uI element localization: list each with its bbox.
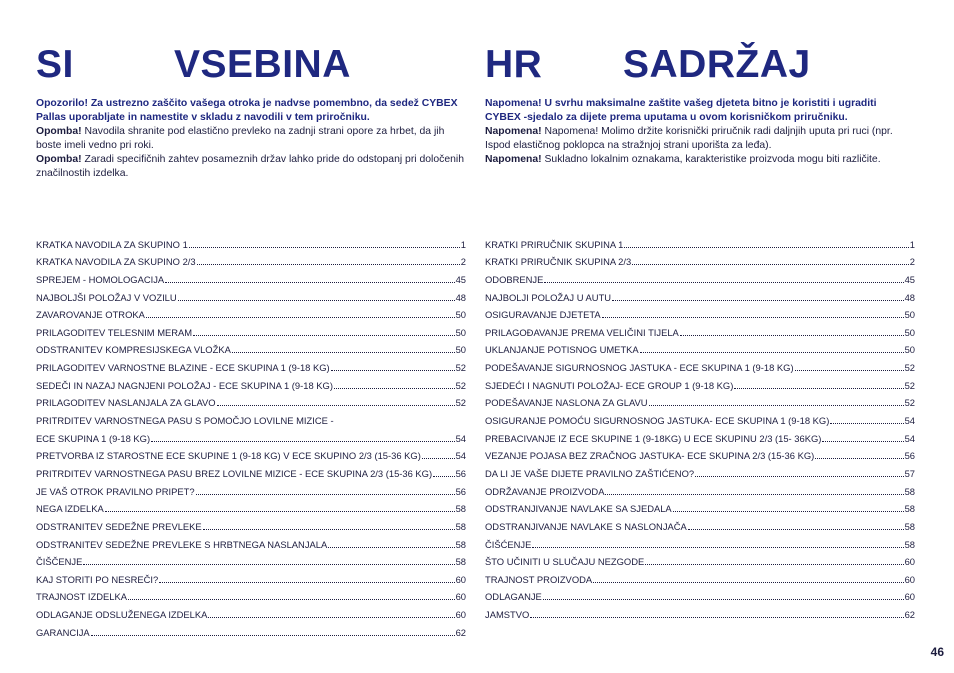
toc-entry <box>36 320 466 338</box>
toc-entry <box>36 567 466 585</box>
note-label: Opomba! <box>36 154 82 165</box>
dot-leader <box>830 422 903 424</box>
note-text: Sukladno lokalnim oznakama, karakteristike proizvoda mogu biti različite. <box>541 154 881 165</box>
dot-leader <box>815 457 903 459</box>
toc-entry <box>36 285 466 303</box>
dot-leader <box>632 263 909 265</box>
toc-entry-page: 50 <box>455 326 466 338</box>
dot-leader <box>530 616 903 618</box>
toc-entry-page: 52 <box>455 397 466 409</box>
dot-leader <box>605 493 903 495</box>
dot-leader <box>822 440 903 442</box>
toc-entry-title: VEZANJE POJASA BEZ ZRAČNOG JASTUKA- ECE SKUPINA 2/3 (15-36 KG) <box>485 450 815 462</box>
toc-entry <box>36 250 466 268</box>
toc-entry-page: 45 <box>455 273 466 285</box>
toc-entry-page: 2 <box>909 256 915 268</box>
toc-entry-page: 58 <box>904 485 915 497</box>
toc-entry-title: GARANCIJA <box>36 626 90 638</box>
dot-leader <box>128 598 455 600</box>
intro-text <box>36 97 466 181</box>
page-number: 46 <box>930 645 944 659</box>
toc-entry-page: 52 <box>455 362 466 374</box>
toc-entry-title: ČIŠČENJE <box>36 556 83 568</box>
toc-entry-page: 60 <box>455 573 466 585</box>
toc-entry-title: PODEŠAVANJE NASLONA ZA GLAVU <box>485 397 648 409</box>
toc-entry <box>485 373 915 391</box>
toc-entry-page: 58 <box>455 503 466 515</box>
toc-entry <box>485 585 915 603</box>
toc-entry-page: 45 <box>904 273 915 285</box>
toc-entry-page: 2 <box>460 256 466 268</box>
dot-leader <box>645 563 903 565</box>
toc-entry-page: 58 <box>904 520 915 532</box>
note-label: Napomena! <box>485 154 542 165</box>
warning-text: Opozorilo! Za ustrezno zaščito vašega otroka je nadvse pomembno, da sedež CYBEX Pallas uporabljate in namestite v skladu z navodili v tem priročniku. <box>36 98 458 123</box>
table-of-contents <box>36 232 466 638</box>
toc-entry <box>485 497 915 515</box>
toc-entry <box>36 355 466 373</box>
toc-entry-title: PRILAGODITEV NASLANJALA ZA GLAVO <box>36 397 216 409</box>
dot-leader <box>688 528 904 530</box>
toc-entry-title: ODSTRANJIVANJE NAVLAKE S NASLONJAČA <box>485 520 687 532</box>
toc-entry-page: 56 <box>904 450 915 462</box>
toc-entry <box>36 303 466 321</box>
toc-entry <box>36 232 466 250</box>
dot-leader <box>197 263 460 265</box>
toc-entry-title: UKLANJANJE POTISNOG UMETKA <box>485 344 639 356</box>
toc-entry <box>485 444 915 462</box>
toc-entry <box>36 550 466 568</box>
dot-leader <box>544 281 903 283</box>
toc-entry <box>36 373 466 391</box>
toc-entry-page: 60 <box>455 609 466 621</box>
dot-leader <box>196 493 455 495</box>
dot-leader <box>602 316 904 318</box>
toc-entry <box>485 250 915 268</box>
toc-entry-page: 58 <box>455 520 466 532</box>
dot-leader <box>543 598 904 600</box>
toc-entry-page: 58 <box>455 556 466 568</box>
dot-leader <box>232 351 455 353</box>
toc-entry-page: 58 <box>904 538 915 550</box>
toc-entry <box>36 267 466 285</box>
toc-entry-title: JAMSTVO <box>485 609 530 621</box>
toc-entry-title: PRITRDITEV VARNOSTNEGA PASU S POMOČJO LOVILNE MIZICE - <box>36 415 334 427</box>
dot-leader <box>208 616 454 618</box>
toc-entry-title: JE VAŠ OTROK PRAVILNO PRIPET? <box>36 485 195 497</box>
dot-leader <box>165 281 454 283</box>
dot-leader <box>695 475 903 477</box>
note-2 <box>485 153 915 167</box>
toc-entry-page: 52 <box>904 362 915 374</box>
toc-entry-page: 54 <box>904 432 915 444</box>
toc-entry-title: SJEDEĆI I NAGNUTI POLOŽAJ- ECE GROUP 1 (9-18 KG) <box>485 379 734 391</box>
toc-entry-title: ECE SKUPINA 1 (9-18 KG) <box>36 432 151 444</box>
toc-entry <box>36 479 466 497</box>
toc-entry <box>485 479 915 497</box>
dot-leader <box>217 404 455 406</box>
toc-entry-title: DA LI JE VAŠE DIJETE PRAVILNO ZAŠTIĆENO? <box>485 467 695 479</box>
dot-leader <box>105 510 455 512</box>
toc-entry-title: PRILAGODITEV TELESNIM MERAM <box>36 326 193 338</box>
toc-entry-page: 52 <box>904 397 915 409</box>
toc-entry <box>485 602 915 620</box>
toc-entry <box>485 285 915 303</box>
dot-leader <box>532 546 903 548</box>
toc-entry-title: NAJBOLJŠI POLOŽAJ V VOZILU <box>36 291 177 303</box>
note-2 <box>36 153 466 181</box>
dot-leader <box>433 475 454 477</box>
toc-entry-page: 58 <box>904 503 915 515</box>
toc-entry <box>36 444 466 462</box>
toc-entry-page: 56 <box>455 467 466 479</box>
dot-leader <box>673 510 904 512</box>
toc-entry <box>36 408 466 426</box>
toc-entry-title: PRETVORBA IZ STAROSTNE ECE SKUPINE 1 (9-18 KG) V ECE SKUPINO 2/3 (15-36 KG) <box>36 450 421 462</box>
toc-entry-title: ODRŽAVANJE PROIZVODA <box>485 485 605 497</box>
page-title: VSEBINA <box>174 43 351 86</box>
toc-entry-page: 52 <box>904 379 915 391</box>
toc-entry-title: ODSTRANITEV KOMPRESIJSKEGA VLOŽKA <box>36 344 231 356</box>
note-label: Napomena! <box>485 126 542 137</box>
dot-leader <box>734 387 903 389</box>
toc-entry-title: OSIGURAVANJE DJETETA <box>485 309 601 321</box>
dot-leader <box>422 457 455 459</box>
toc-entry <box>36 426 466 444</box>
note-1 <box>36 125 466 153</box>
toc-entry-title: ODLAGANJE ODSLUŽENEGA IZDELKA <box>36 609 208 621</box>
toc-entry <box>36 497 466 515</box>
toc-entry <box>36 532 466 550</box>
dot-leader <box>331 369 455 371</box>
toc-entry-page: 62 <box>455 626 466 638</box>
toc-entry-title: NEGA IZDELKA <box>36 503 104 515</box>
dot-leader <box>91 634 455 636</box>
toc-entry <box>485 338 915 356</box>
toc-entry-page: 1 <box>460 238 466 250</box>
toc-entry <box>36 602 466 620</box>
toc-entry-page: 50 <box>904 309 915 321</box>
toc-entry <box>36 514 466 532</box>
toc-entry <box>485 232 915 250</box>
toc-entry-page: 62 <box>904 609 915 621</box>
toc-entry-page: 56 <box>455 485 466 497</box>
warning-text: Napomena! U svrhu maksimalne zaštite vašeg djeteta bitno je koristiti i ugraditi CYBEX -sjedalo za dijete prema uputama u ovom korisničkom priručniku. <box>485 98 877 123</box>
toc-entry-title: PREBACIVANJE IZ ECE SKUPINE 1 (9-18KG) U ECE SKUPINU 2/3 (15- 36KG) <box>485 432 822 444</box>
toc-entry <box>485 267 915 285</box>
toc-entry-title: ČIŠĆENJE <box>485 538 532 550</box>
toc-entry-page: 57 <box>904 467 915 479</box>
toc-entry-title: ODSTRANJIVANJE NAVLAKE SA SJEDALA <box>485 503 672 515</box>
toc-entry <box>485 303 915 321</box>
dot-leader <box>203 528 455 530</box>
toc-entry-page: 50 <box>904 344 915 356</box>
toc-entry <box>485 461 915 479</box>
dot-leader <box>334 387 455 389</box>
toc-entry-title: ODSTRANITEV SEDEŽNE PREVLEKE S HRBTNEGA NASLANJALA <box>36 538 328 550</box>
intro-text <box>485 97 915 167</box>
toc-entry-page: 52 <box>455 379 466 391</box>
toc-entry-page: 54 <box>904 415 915 427</box>
toc-entry-page: 54 <box>455 450 466 462</box>
toc-entry-title: ODLAGANJE <box>485 591 542 603</box>
toc-entry-title: PODEŠAVANJE SIGURNOSNOG JASTUKA - ECE SKUPINA 1 (9-18 KG) <box>485 362 794 374</box>
dot-leader <box>593 581 903 583</box>
note-label: Opomba! <box>36 126 82 137</box>
dot-leader <box>624 246 908 248</box>
toc-entry-title: KRATKI PRIRUČNIK SKUPINA 2/3 <box>485 256 632 268</box>
toc-entry <box>485 550 915 568</box>
toc-entry-title: ODOBRENJE <box>485 273 544 285</box>
toc-entry <box>485 320 915 338</box>
language-code: HR <box>485 43 543 86</box>
toc-entry <box>36 585 466 603</box>
dot-leader <box>189 246 460 248</box>
toc-entry <box>485 355 915 373</box>
toc-entry-title: TRAJNOST PROIZVODA <box>485 573 593 585</box>
dot-leader <box>680 334 904 336</box>
toc-entry <box>485 567 915 585</box>
toc-entry <box>485 408 915 426</box>
page-title: SADRŽAJ <box>623 43 811 86</box>
toc-entry-title: PRITRDITEV VARNOSTNEGA PASU BREZ LOVILNE MIZICE - ECE SKUPINA 2/3 (15-36 KG) <box>36 467 433 479</box>
language-code: SI <box>36 43 74 86</box>
toc-entry-page: 50 <box>455 344 466 356</box>
toc-entry-page: 50 <box>455 309 466 321</box>
dot-leader <box>649 404 904 406</box>
dot-leader <box>328 546 454 548</box>
toc-entry-page: 50 <box>904 326 915 338</box>
note-text: Napomena! Molimo držite korisnički priručnik radi daljnjih uputa pri ruci (npr. Ispod elastičnog poklopca na stražnjoj strani uporišta za leđa). <box>485 126 893 151</box>
toc-entry-page: 54 <box>455 432 466 444</box>
toc-entry-page: 60 <box>455 591 466 603</box>
toc-entry-title: ŠTO UČINITI U SLUČAJU NEZGODE <box>485 556 645 568</box>
toc-entry-title: ODSTRANITEV SEDEŽNE PREVLEKE <box>36 520 202 532</box>
toc-entry-title: OSIGURANJE POMOĆU SIGURNOSNOG JASTUKA- ECE SKUPINA 1 (9-18 KG) <box>485 415 830 427</box>
toc-entry-title: KRATKA NAVODILA ZA SKUPINO 1 <box>36 238 188 250</box>
toc-entry-title: KAJ STORITI PO NESREČI? <box>36 573 159 585</box>
dot-leader <box>83 563 454 565</box>
toc-entry <box>36 338 466 356</box>
dot-leader <box>146 316 455 318</box>
toc-entry-title: ZAVAROVANJE OTROKA <box>36 309 145 321</box>
toc-entry-title: KRATKA NAVODILA ZA SKUPINO 2/3 <box>36 256 196 268</box>
dot-leader <box>795 369 904 371</box>
toc-entry-title: SEDEČI IN NAZAJ NAGNJENI POLOŽAJ - ECE SKUPINA 1 (9-18 KG) <box>36 379 333 391</box>
dot-leader <box>612 299 903 301</box>
dot-leader <box>178 299 455 301</box>
toc-entry <box>36 391 466 409</box>
toc-entry <box>36 461 466 479</box>
toc-entry-page: 60 <box>904 591 915 603</box>
toc-entry-page: 48 <box>904 291 915 303</box>
toc-entry <box>485 391 915 409</box>
toc-entry-title: KRATKI PRIRUČNIK SKUPINA 1 <box>485 238 624 250</box>
toc-entry-page: 58 <box>455 538 466 550</box>
toc-entry-page: 60 <box>904 556 915 568</box>
toc-entry <box>485 426 915 444</box>
toc-entry-page: 48 <box>455 291 466 303</box>
toc-entry <box>485 514 915 532</box>
toc-entry-title: SPREJEM - HOMOLOGACIJA <box>36 273 165 285</box>
toc-entry-title: NAJBOLJI POLOŽAJ U AUTU <box>485 291 612 303</box>
note-text: Zaradi specifičnih zahtev posameznih držav lahko pride do odstopanj pri določenih značilnostih izdelka. <box>36 154 464 179</box>
toc-entry <box>36 620 466 638</box>
toc-entry-page: 1 <box>909 238 915 250</box>
toc-entry-title: PRILAGOĐAVANJE PREMA VELIČINI TIJELA <box>485 326 679 338</box>
dot-leader <box>159 581 454 583</box>
note-text: Navodila shranite pod elastično prevleko na zadnji strani opore za hrbet, da jih boste imeli vedno pri roki. <box>36 126 445 151</box>
table-of-contents <box>485 232 915 620</box>
toc-entry-title: TRAJNOST IZDELKA <box>36 591 127 603</box>
dot-leader <box>193 334 454 336</box>
toc-entry <box>485 532 915 550</box>
toc-entry-page: 60 <box>904 573 915 585</box>
dot-leader <box>640 351 904 353</box>
note-1 <box>485 125 915 153</box>
dot-leader <box>151 440 454 442</box>
toc-entry-title: PRILAGODITEV VARNOSTNE BLAZINE - ECE SKUPINA 1 (9-18 KG) <box>36 362 330 374</box>
